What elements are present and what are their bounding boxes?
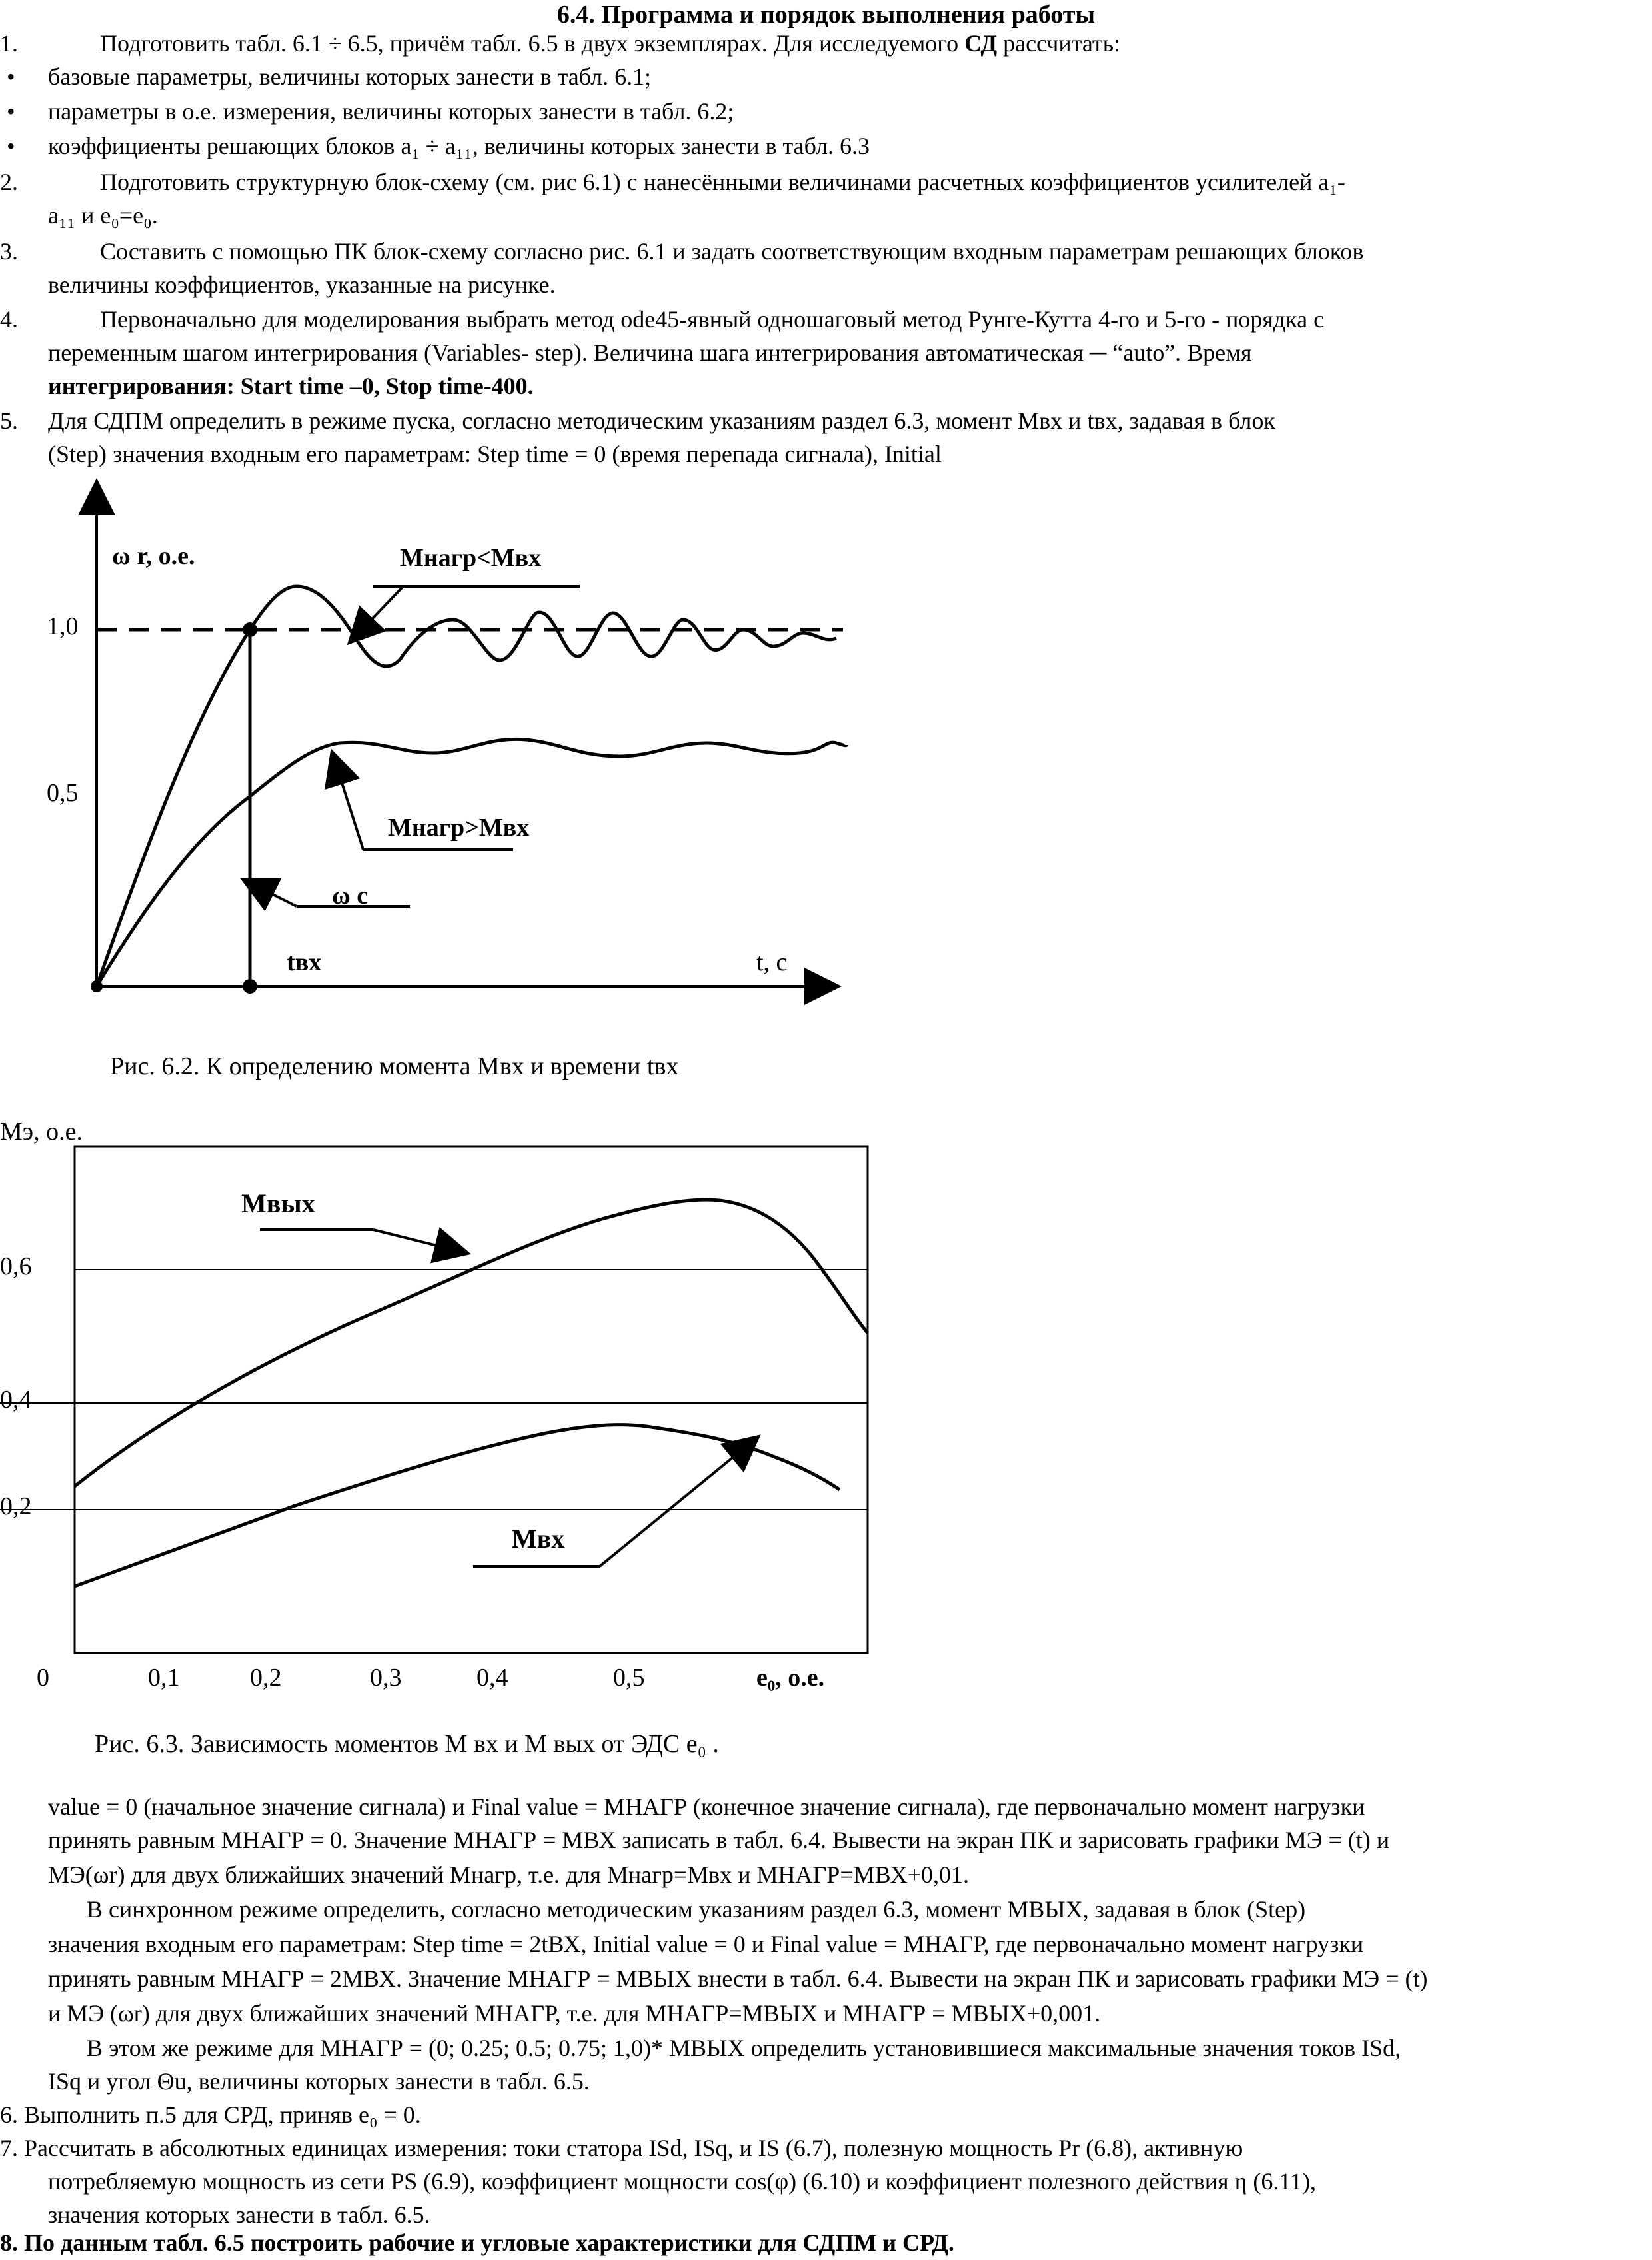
step-7-line-2: потребляемую мощность из сети PS (6.9), коэффициент мощности cos(φ) (6.10) и коэффициент полезного действия η (6.11), xyxy=(48,2168,1317,2195)
fig63-ylabel: Mэ, о.е. xyxy=(0,1118,83,1146)
fig63-xtick: 0,2 xyxy=(250,1664,282,1692)
step-4-line-3: интегрирования: Start time –0, Stop time-400. xyxy=(48,373,534,399)
fig63-xtick: 0,5 xyxy=(613,1664,645,1692)
step-4-line-1: Первоначально для моделирования выбрать метод ode45-явный одношаговый метод Рунге-Кутта 4-го и 5-го - порядка с xyxy=(100,306,1325,333)
fig63-xtick: 0,1 xyxy=(148,1664,180,1692)
bullet-text: параметры в о.е. измерения, величины которых занести в табл. 6.2; xyxy=(48,98,734,125)
step-text: Подготовить табл. 6.1 ÷ 6.5, причём табл. 6.5 в двух экземплярах. Для исследуемого xyxy=(100,30,959,57)
step-number: 4. xyxy=(0,306,18,333)
para-2-line-1: В синхронном режиме определить, согласно методическим указаниям раздел 6.3, момент MВЫХ, задавая в блок (Step) xyxy=(87,1896,1306,1923)
bullet-dot-icon: • xyxy=(7,98,15,125)
fig62-leader-wc-arrow xyxy=(257,886,297,906)
fig62-origin xyxy=(91,980,103,992)
step-2-line-1: Подготовить структурную блок-схему (см. рис 6.1) с нанесёнными величинами расчетных коэффициентов усилителей a₁- xyxy=(100,169,1345,195)
fig62-caption: Рис. 6.2. К определению момента Mвх и времени tвх xyxy=(110,1052,679,1080)
step-number: 5. xyxy=(0,407,18,434)
fig63-frame xyxy=(75,1146,868,1653)
fig62-leader-more-arrow xyxy=(337,766,363,850)
bullet-dot-icon: • xyxy=(7,133,15,159)
step-5-line-1: Для СДПМ определить в режиме пуска, согласно методическим указаниям раздел 6.3, момент Mвх и tвх, задавая в блок xyxy=(48,407,1275,434)
step-2-line-2: a₁₁ и e₀=e₀. xyxy=(48,202,158,229)
bullet-text: коэффициенты решающих блоков a₁ ÷ a₁₁, величины которых занести в табл. 6.3 xyxy=(48,133,870,159)
para-1-line-3: MЭ(ωr) для двух ближайших значений Mнагр, т.е. для Mнагр=Mвх и MНАГР=MВХ+0,01. xyxy=(48,1861,970,1888)
step-6: 6. Выполнить п.5 для СРД, приняв e₀ = 0. xyxy=(0,2101,421,2128)
fig62-label-more: Mнагр>Mвх xyxy=(388,814,530,842)
step-8: 8. По данным табл. 6.5 построить рабочие и угловые характеристики для СДПМ и СРД. xyxy=(0,2229,954,2256)
fig62-tick-1: 1,0 xyxy=(47,612,79,640)
fig62-curve-more xyxy=(97,739,846,986)
fig62-label-wc: ω c xyxy=(332,882,369,910)
fig63-caption: Рис. 6.3. Зависимость моментов М вх и М вых от ЭДС e₀ . xyxy=(95,1730,719,1758)
fig63-xtick: 0 xyxy=(37,1664,49,1692)
para-2-line-4: и MЭ (ωr) для двух ближайших значений MНАГР, т.е. для MНАГР=MВЫХ и MНАГР = MВЫХ+0,001. xyxy=(48,2000,1101,2027)
para-2-line-3: принять равным MНАГР = 2MВХ. Значение MНАГР = MВЫХ внести в табл. 6.4. Вывести на экран ПК и зарисовать графики MЭ = (t) xyxy=(48,1965,1428,1992)
fig63-leader-out-arrow xyxy=(373,1230,453,1250)
step-5-line-2: (Step) значения входным его параметрам: Step time = 0 (время перепада сигнала), Initial xyxy=(48,441,942,467)
fig63-ytick: 0,4 xyxy=(0,1386,32,1414)
bullet-dot-icon: • xyxy=(7,63,15,90)
fig63-xtick: 0,4 xyxy=(476,1664,508,1692)
fig63-curve-in xyxy=(75,1425,840,1586)
fig63-xtick: 0,3 xyxy=(370,1664,402,1692)
section-heading: 6.4. Программа и порядок выполнения работы xyxy=(556,1,1096,29)
para-2-line-2: значения входным его параметрам: Step time = 2tВХ, Initial value = 0 и Final value = MНАГР, где первоначально момент нагрузки xyxy=(48,1931,1364,1957)
para-1-line-2: принять равным MНАГР = 0. Значение MНАГР = MВХ записать в табл. 6.4. Вывести на экран ПК и зарисовать графики MЭ = (t) и xyxy=(48,1827,1390,1853)
fig63-ytick: 0,6 xyxy=(0,1252,32,1280)
fig63-xlabel: e₀, о.е. xyxy=(756,1664,825,1692)
fig62-point-top xyxy=(243,622,257,637)
fig62-xlabel: t, c xyxy=(756,948,788,976)
fig62-leader-less-arrow xyxy=(360,586,403,632)
step-number: 3. xyxy=(0,238,18,265)
para-3-line-2: ISq и угол Θu, величины которых занести в табл. 6.5. xyxy=(48,2068,590,2095)
step-3-line-1: Составить с помощью ПК блок-схему согласно рис. 6.1 и задать соответствующим входным параметрам решающих блоков xyxy=(100,238,1364,265)
fig63-leader-in-arrow xyxy=(600,1446,746,1566)
step-number: 2. xyxy=(0,169,18,195)
fig62-point-bottom xyxy=(243,979,257,994)
para-1-line-1: value = 0 (начальное значение сигнала) и Final value = MНАГР (конечное значение сигнала), где первоначально момент нагрузки xyxy=(48,1793,1365,1820)
step-bold-term: СД xyxy=(964,30,998,57)
fig63-label-in: Mвх xyxy=(512,1524,565,1554)
para-3-line-1: В этом же режиме для MНАГР = (0; 0.25; 0.5; 0.75; 1,0)* MВЫХ определить установившиеся максимальные значения токов ISd, xyxy=(87,2035,1401,2061)
fig62-curve-less xyxy=(97,586,836,986)
step-4-line-2: переменным шагом интегрирования (Variables- step). Величина шага интегрирования автоматическая ─ “auto”. Время xyxy=(48,339,1252,366)
step-7-line-3: значения которых занести в табл. 6.5. xyxy=(48,2201,430,2228)
fig63-curve-out xyxy=(75,1200,868,1486)
step-tail: рассчитать: xyxy=(1003,30,1121,57)
fig62-ylabel: ω r, о.е. xyxy=(112,542,195,570)
fig63-ytick: 0,2 xyxy=(0,1492,32,1520)
fig62-label-tvx: tвх xyxy=(287,948,322,976)
fig62-label-less: Mнагр<Mвх xyxy=(400,544,542,572)
step-3-line-2: величины коэффициентов, указанные на рисунке. xyxy=(48,271,556,298)
fig63-label-out: Mвых xyxy=(241,1188,315,1218)
step-number: 1. xyxy=(0,30,18,57)
fig62-tick-05: 0,5 xyxy=(47,779,79,807)
bullet-text: базовые параметры, величины которых занести в табл. 6.1; xyxy=(48,63,652,90)
step-7-line-1: 7. Рассчитать в абсолютных единицах измерения: токи статора ISd, ISq, и IS (6.7), полезную мощность Pr (6.8), активную xyxy=(0,2135,1243,2161)
step-1 xyxy=(0,29,1652,57)
